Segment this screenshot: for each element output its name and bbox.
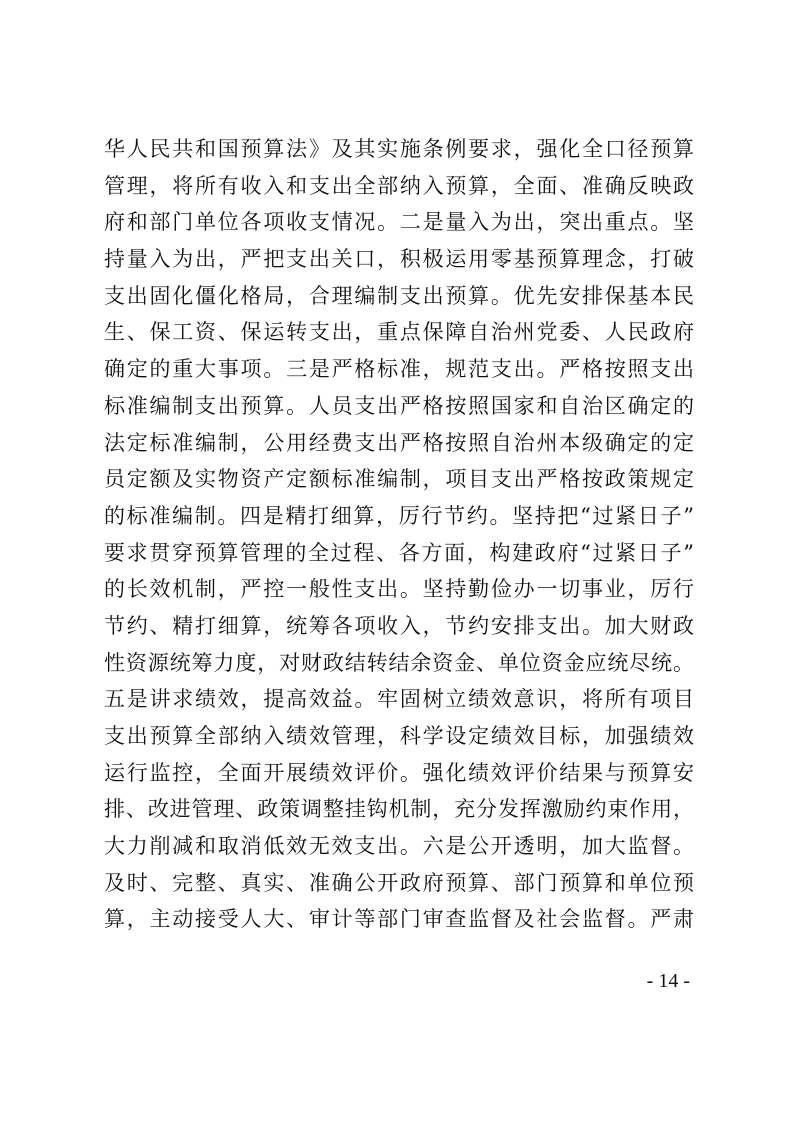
text-line: 确定的重大事项。三是严格标准，规范支出。严格按照支出 [104,357,694,382]
text-line: 要求贯穿预算管理的全过程、各方面，构建政府“过紧日子” [104,540,694,565]
text-line: 持量入为出，严把支出关口，积极运用零基预算理念，打破 [104,247,694,272]
body-text [104,131,694,938]
text-line: 法定标准编制，公用经费支出严格按照自治州本级确定的定 [104,430,694,455]
text-line: 府和部门单位各项收支情况。二是量入为出，突出重点。坚 [104,210,694,235]
text-line: 五是讲求绩效，提高效益。牢固树立绩效意识，将所有项目 [104,687,694,712]
text-line: 支出预算全部纳入绩效管理，科学设定绩效目标，加强绩效 [104,724,694,748]
text-line: 的标准编制。四是精打细算，厉行节约。坚持把“过紧日子” [104,503,694,528]
text-line: 性资源统筹力度，对财政结转结余资金、单位资金应统尽统。 [104,650,694,675]
text-line: 生、保工资、保运转支出，重点保障自治州党委、人民政府 [104,320,694,345]
page-number: - 14 - [646,970,690,992]
text-line: 支出固化僵化格局，合理编制支出预算。优先安排保基本民 [104,283,694,308]
text-line: 标准编制支出预算。人员支出严格按照国家和自治区确定的 [104,393,694,418]
text-line: 大力削减和取消低效无效支出。六是公开透明，加大监督。 [104,834,694,859]
text-line: 算，主动接受人大、审计等部门审查监督及社会监督。严肃 [104,907,694,932]
text-line: 及时、完整、真实、准确公开政府预算、部门预算和单位预 [104,870,694,895]
text-line: 节约、精打细算，统筹各项收入，节约安排支出。加大财政 [104,613,694,638]
text-line: 管理，将所有收入和支出全部纳入预算，全面、准确反映政 [104,173,694,198]
text-line: 运行监控，全面开展绩效评价。强化绩效评价结果与预算安 [104,760,694,785]
text-line: 华人民共和国预算法》及其实施条例要求，强化全口径预算 [104,137,694,161]
text-line: 员定额及实物资产定额标准编制，项目支出严格按政策规定 [104,467,694,492]
text-line: 排、改进管理、政策调整挂钩机制，充分发挥激励约束作用， [104,797,694,822]
text-line: 的长效机制，严控一般性支出。坚持勤俭办一切事业，厉行 [104,577,694,602]
